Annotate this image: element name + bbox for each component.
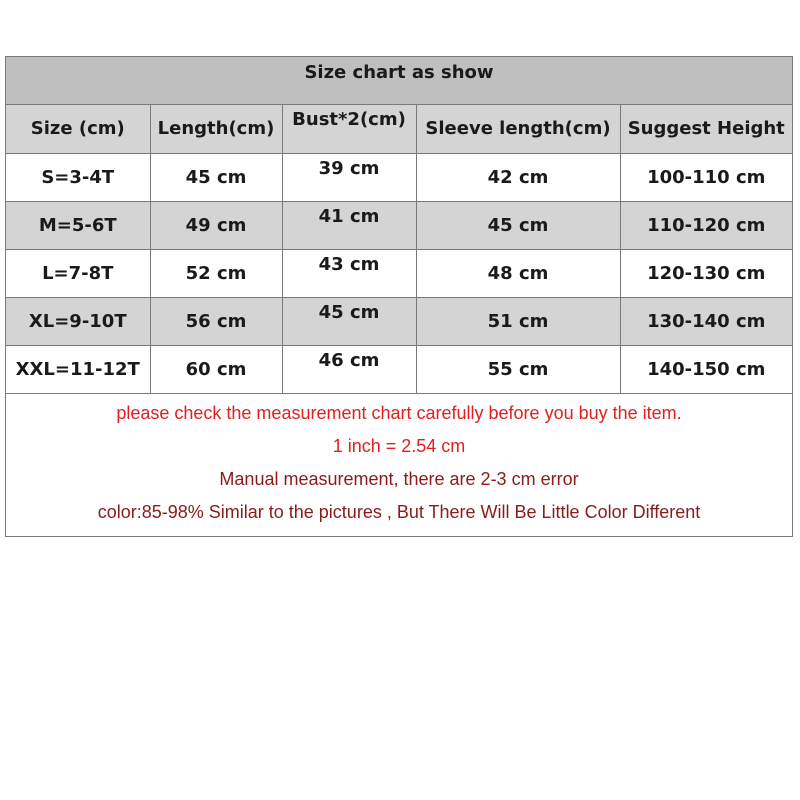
- table-row: [6, 297, 792, 345]
- length-cell: 56 cm: [150, 297, 282, 345]
- manual-measurement-note: Manual measurement, there are 2-3 cm error: [219, 468, 579, 489]
- bust-cell: [282, 153, 416, 201]
- size-cell: XXL=11-12T: [6, 345, 150, 393]
- check-note: please check the measurement chart carefully before you buy the item.: [116, 402, 682, 423]
- bust-value: 46 cm: [318, 349, 380, 371]
- height-cell: 130-140 cm: [620, 297, 792, 345]
- height-cell: 110-120 cm: [620, 201, 792, 249]
- size-table: [6, 105, 792, 394]
- length-cell: 60 cm: [150, 345, 282, 393]
- bust-cell: [282, 345, 416, 393]
- size-cell: XL=9-10T: [6, 297, 150, 345]
- sleeve-cell: 42 cm: [416, 153, 620, 201]
- bust-cell: [282, 297, 416, 345]
- size-chart: [5, 56, 793, 537]
- chart-title: Size chart as show: [6, 57, 792, 105]
- length-cell: 49 cm: [150, 201, 282, 249]
- bust-cell: [282, 201, 416, 249]
- length-cell: 45 cm: [150, 153, 282, 201]
- sleeve-cell: 51 cm: [416, 297, 620, 345]
- table-row: [6, 345, 792, 393]
- size-cell: M=5-6T: [6, 201, 150, 249]
- table-row: [6, 201, 792, 249]
- color-note: color:85-98% Similar to the pictures , But There Will Be Little Color Different: [97, 501, 701, 522]
- sleeve-cell: 45 cm: [416, 201, 620, 249]
- bust-value: 39 cm: [318, 157, 380, 179]
- header-suggest-height: Suggest Height: [620, 105, 792, 153]
- height-cell: 140-150 cm: [620, 345, 792, 393]
- header-sleeve-length: Sleeve length(cm): [416, 105, 620, 153]
- sleeve-cell: 48 cm: [416, 249, 620, 297]
- bust-value: 41 cm: [318, 205, 380, 227]
- header-bust: [282, 105, 416, 153]
- table-row: [6, 153, 792, 201]
- inch-conversion-note: 1 inch = 2.54 cm: [332, 435, 466, 456]
- length-cell: 52 cm: [150, 249, 282, 297]
- table-header-row: [6, 105, 792, 153]
- header-bust-label: Bust*2(cm): [292, 109, 406, 131]
- header-size: Size (cm): [6, 105, 150, 153]
- header-length: Length(cm): [150, 105, 282, 153]
- height-cell: 100-110 cm: [620, 153, 792, 201]
- notes-section: [6, 394, 792, 536]
- bust-cell: [282, 249, 416, 297]
- size-cell: L=7-8T: [6, 249, 150, 297]
- table-row: [6, 249, 792, 297]
- bust-value: 43 cm: [318, 253, 380, 275]
- size-cell: S=3-4T: [6, 153, 150, 201]
- sleeve-cell: 55 cm: [416, 345, 620, 393]
- bust-value: 45 cm: [318, 301, 380, 323]
- height-cell: 120-130 cm: [620, 249, 792, 297]
